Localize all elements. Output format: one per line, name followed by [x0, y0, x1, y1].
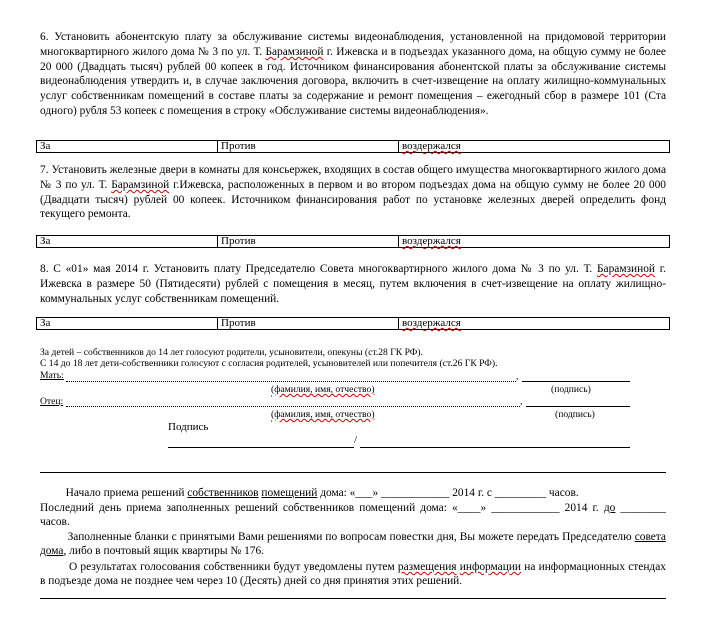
separator-bottom	[40, 598, 666, 599]
vote-against[interactable]: Против	[218, 141, 399, 153]
father-name-field[interactable]	[66, 406, 520, 407]
vote-against[interactable]: Против	[218, 236, 399, 248]
slash: /	[354, 434, 358, 446]
signature-field[interactable]	[168, 447, 354, 448]
vote-abstain[interactable]: воздержался	[399, 318, 670, 330]
father-fio-label: (фамилия, имя, отчество)	[271, 409, 375, 420]
signature-caption: Подпись	[168, 421, 209, 433]
vote-abstain[interactable]: воздержался	[399, 141, 670, 153]
mother-name-field[interactable]	[66, 381, 516, 382]
mother-fio-label: (фамилия, имя, отчество)	[271, 384, 375, 395]
end-text: Последний день приема заполненных решений собственников помещений дома: «____» ____________ 2014 г. до ________ часов.	[40, 502, 666, 529]
vote-for[interactable]: За	[37, 318, 218, 330]
vote-table-6	[36, 140, 670, 153]
vote-table-8	[36, 317, 670, 330]
item-7-text: 7. Установить железные двери в комнаты для консьержек, входящих в состав общего имущества многоквартирного жилого дома № 3 по ул. Т. Барамзиной г.Ижевска, расположенных в первом и во втором подъездах дома на общую сумму не более 20 000 (Двадцати тысяч) рублей 00 копеек. Источником финансирования работ по установке железных дверей определить фонд текущего ремонта.	[40, 164, 666, 221]
separator-top	[40, 472, 666, 473]
mother-signature-field[interactable]	[522, 381, 630, 382]
start-text: Начало приема решений собственников помещений дома: «___» ____________ 2014 г. с _________ часов.	[65, 487, 579, 499]
comma: ,	[520, 396, 523, 407]
mother-signature-label: (подпись)	[551, 384, 591, 395]
mother-label: Мать:	[40, 370, 64, 381]
father-label: Отец:	[40, 396, 64, 407]
children-note-2: С 14 до 18 лет дети-собственники голосуют с согласия родителей, усыновителей или попечителя (ст.26 ГК РФ).	[40, 358, 498, 369]
vote-table-7	[36, 235, 670, 248]
vote-against[interactable]: Против	[218, 318, 399, 330]
vote-for[interactable]: За	[37, 236, 218, 248]
vote-abstain[interactable]: воздержался	[399, 236, 670, 248]
item-8-text: 8. С «01» мая 2014 г. Установить плату Председателю Совета многоквартирного жилого дома № 3 по ул. Т. Барамзиной г. Ижевска в размере 50 (Пятидесяти) рублей с помещения в месяц, путем включения в счет-извещение на оплату жилищно-коммунальных услуг собственникам помещений.	[40, 263, 666, 305]
father-signature-field[interactable]	[526, 406, 630, 407]
father-signature-label: (подпись)	[555, 409, 595, 420]
item-6-text: 6. Установить абонентскую плату за обслуживание системы видеонаблюдения, установленной на придомовой территории многоквартирного жилого дома № 3 по ул. Т. Барамзиной г. Ижевска и в подъездах указанного дома, на общую сумму не более 20 000 (Двадцать тысяч) рублей 00 копеек в год. Источником финансирования абонентской платы за обслуживание системы видеонаблюдения утвердить и, в случае заключения договора, включить в счет-извещение на оплату жилищно-коммунальных услуг собственникам помещений в составе платы за содержание и ремонт помещения – ежегодный сбор в размере 101 (Ста одного) рубля 53 копеек с помещения в строку «Обслуживание системы видеонаблюдения».	[40, 31, 666, 117]
comma: ,	[516, 371, 519, 382]
forms-text: Заполненные бланки с принятыми Вами решениями по вопросам повестки дня, Вы можете передать Председателю совета дома, либо в почтовый ящик квартиры № 176.	[40, 531, 666, 558]
vote-for[interactable]: За	[37, 141, 218, 153]
signature-decode-field[interactable]	[360, 447, 630, 448]
results-text: О результатах голосования собственники будут уведомлены путем размещения информации на информационных стендах в подъезде дома не позднее чем через 10 (Десять) дней со дня принятия этих решений.	[40, 561, 666, 588]
children-note-1: За детей – собственников до 14 лет голосуют родители, усыновители, опекуны (ст.28 ГК РФ).	[40, 347, 423, 358]
